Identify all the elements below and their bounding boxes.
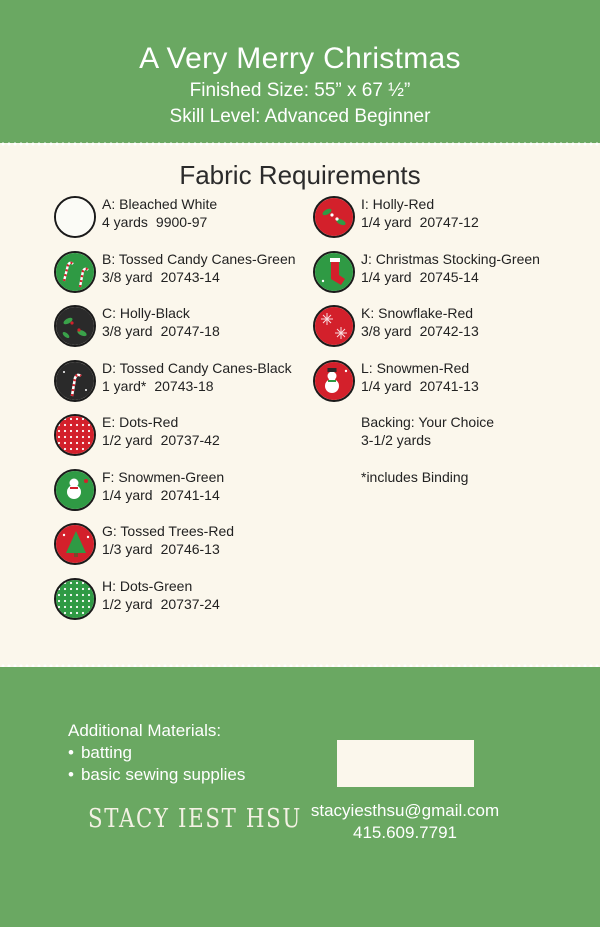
designer-logo: STACY IEST HSU [88,804,302,834]
fabric-quantity: 1/2 yard 20737-24 [102,596,220,612]
swatch-snowmen-red [313,360,355,402]
binding-note: *includes Binding [361,469,469,485]
fabric-item [54,251,324,295]
contact-info [290,800,520,844]
fabric-item [54,196,324,240]
swatch-snowmen-green [54,469,96,511]
label-box [337,740,474,787]
material-item: • batting [68,742,245,764]
backing-quantity: 3-1/2 yards [361,432,432,448]
fabric-quantity: 1 yard* 20743-18 [102,378,214,394]
fabric-quantity: 3/8 yard 20743-14 [102,269,220,285]
fabric-requirements-heading: Fabric Requirements [179,160,421,190]
additional-materials-title: Additional Materials: [68,721,222,740]
email-link[interactable]: stacyiesthsu@gmail.com [310,801,500,820]
swatch-snowflake-red [313,305,355,347]
finished-size: Finished Size: 55” x 67 ½” [189,80,411,101]
fabric-item [313,305,583,349]
fabric-quantity: 1/4 yard 20745-14 [361,269,479,285]
fabric-name: G: Tossed Trees-Red [102,523,235,539]
fabric-name: K: Snowflake-Red [361,305,474,321]
footer-banner [0,667,600,927]
fabric-name: H: Dots-Green [102,578,193,594]
fabric-name: A: Bleached White [102,196,218,212]
fabric-name: J: Christmas Stocking-Green [361,251,540,267]
additional-materials [68,720,245,786]
swatch-candy-canes-black [54,360,96,402]
header-banner [0,0,600,143]
swatch-dots-red [54,414,96,456]
fabric-quantity: 1/4 yard 20747-12 [361,214,479,230]
swatch-bleached-white [54,196,96,238]
pattern-title: A Very Merry Christmas [139,42,461,75]
fabric-quantity: 4 yards 9900-97 [102,214,208,230]
fabric-quantity: 1/4 yard 20741-13 [361,378,479,394]
fabric-name: L: Snowmen-Red [361,360,470,376]
phone-number: 415.609.7791 [353,823,457,842]
swatch-trees-red [54,523,96,565]
fabric-name: I: Holly-Red [361,196,435,212]
swatch-holly-black [54,305,96,347]
fabric-quantity: 1/3 yard 20746-13 [102,541,220,557]
swatch-holly-red [313,196,355,238]
fabric-item [54,414,324,458]
fabric-name: F: Snowmen-Green [102,469,225,485]
fabric-name: C: Holly-Black [102,305,190,321]
dotted-divider-top [0,142,600,146]
fabric-name: D: Tossed Candy Canes-Black [102,360,292,376]
fabric-item [54,305,324,349]
fabric-quantity: 3/8 yard 20742-13 [361,323,479,339]
backing-label: Backing: Your Choice [361,414,495,430]
fabric-name: E: Dots-Red [102,414,179,430]
fabric-item [313,196,583,240]
swatch-stocking-green [313,251,355,293]
fabric-item [313,360,583,404]
fabric-item [54,360,324,404]
fabric-name: B: Tossed Candy Canes-Green [102,251,296,267]
fabric-quantity: 1/2 yard 20737-42 [102,432,220,448]
swatch-candy-canes-green [54,251,96,293]
skill-level: Skill Level: Advanced Beginner [169,106,431,127]
material-item: • basic sewing supplies [68,764,245,786]
fabric-quantity: 1/4 yard 20741-14 [102,487,220,503]
fabric-item [313,251,583,295]
fabric-item [54,469,324,513]
fabric-item [54,578,324,622]
fabric-item [54,523,324,567]
fabric-quantity: 3/8 yard 20747-18 [102,323,220,339]
swatch-dots-green [54,578,96,620]
